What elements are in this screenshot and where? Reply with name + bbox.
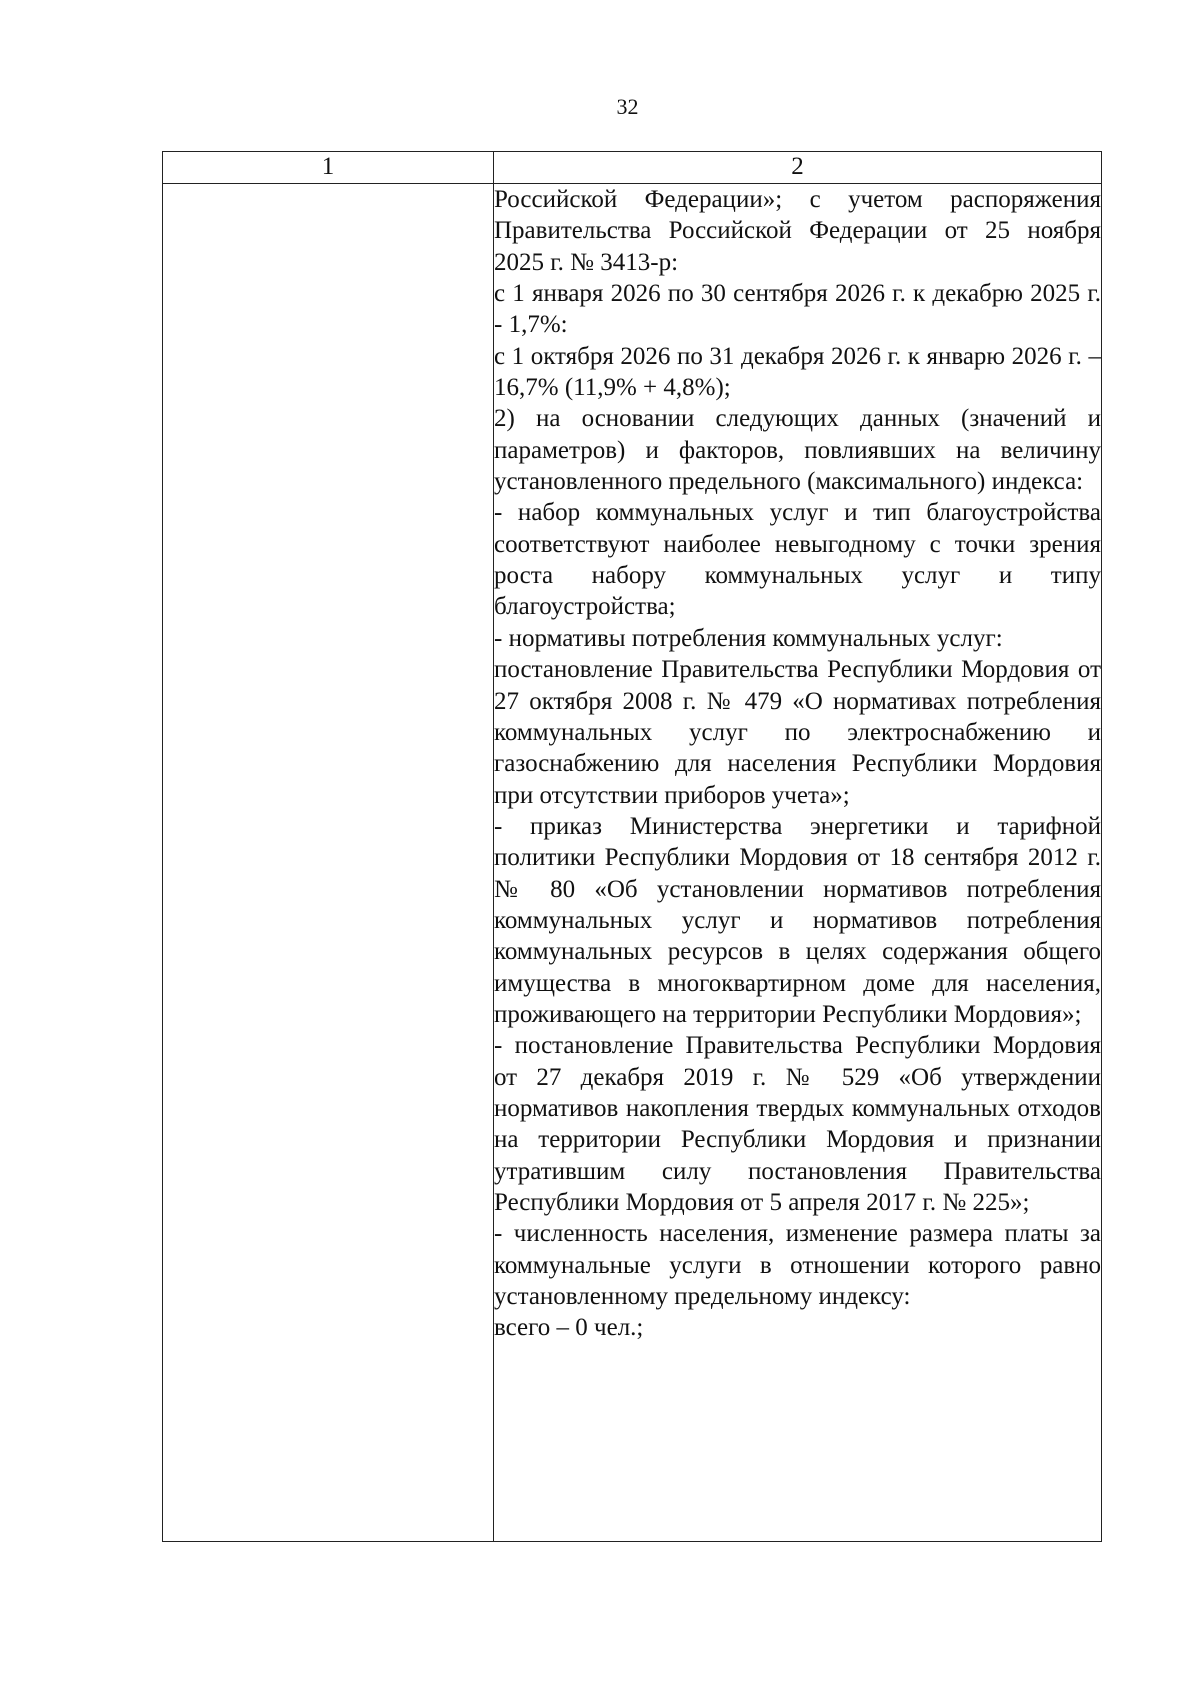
column-header-1: 1 [163, 152, 494, 184]
paragraph-index-jan-sep: с 1 января 2026 по 30 сентября 2026 г. к декабрю 2025 г. - 1,7%: [494, 280, 1101, 339]
paragraph-consumption-norms: - нормативы потребления коммунальных услуг: [494, 624, 1003, 652]
table-cell-column-2 [494, 184, 1102, 1542]
table-header-row [163, 152, 1102, 184]
table-cell-column-1 [163, 184, 494, 1542]
paragraph-resolution-479: постановление Правительства Республики Мордовия от 27 октября 2008 г. № 479 «О нормативах потребления коммунальных услуг по электроснабжению и газоснабжению для населения Республики Мордовия при отсутствии приборов учета»; [494, 656, 1101, 809]
paragraph-population: - численность населения, изменение размера платы за коммунальные услуги в отношении которого равно установленному предельному индексу: [494, 1220, 1101, 1311]
document-table [162, 151, 1102, 1542]
table-row [163, 184, 1102, 1542]
paragraph-order-80: - приказ Министерства энергетики и тарифной политики Республики Мордовия от 18 сентября 2012 г. № 80 «Об установлении нормативов потребления коммунальных услуг и нормативов потребления коммунальных ресурсов в целях содержания общего имущества в многоквартирном доме для населения, проживающего на территории Республики Мордовия»; [494, 812, 1101, 1028]
paragraph-basis-data: 2) на основании следующих данных (значений и параметров) и факторов, повлиявших на величину установленного предельного (максимального) индекса: [494, 405, 1101, 496]
column-header-2: 2 [494, 152, 1102, 184]
paragraph-index-oct-dec: с 1 октября 2026 по 31 декабря 2026 г. к январю 2026 г. – 16,7% (11,9% + 4,8%); [494, 342, 1101, 402]
paragraph-services-set: - набор коммунальных услуг и тип благоустройства соответствуют наиболее невыгодному с точки зрения роста набору коммунальных услуг и типу благоустройства; [494, 499, 1101, 621]
page-number: 32 [616, 94, 639, 119]
paragraph-resolution-529: - постановление Правительства Республики Мордовия от 27 декабря 2019 г. № 529 «Об утверждении нормативов накопления твердых коммунальных отходов на территории Республики Мордовия и признании утратившим силу постановления Правительства Республики Мордовия от 5 апреля 2017 г. № 225»; [494, 1032, 1101, 1216]
paragraph-federation-decree: Российской Федерации»; с учетом распоряжения Правительства Российской Федерации от 25 ноября 2025 г. № 3413-р: [494, 186, 1101, 276]
paragraph-total: всего – 0 чел.; [494, 1314, 644, 1342]
